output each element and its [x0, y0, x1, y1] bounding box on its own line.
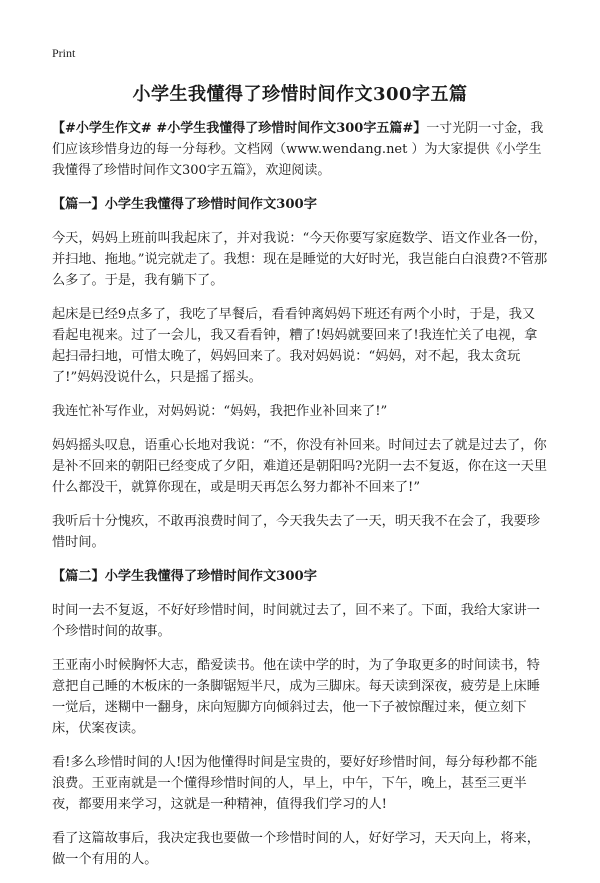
article-body [52, 118, 548, 883]
section-heading-2: 【篇二】小学生我懂得了珍惜时间作文300字 [52, 569, 317, 584]
paragraph: 今天，妈妈上班前叫我起床了，并对我说：“今天你要写家庭数学、语文作业各一份，并扫地、拖地。”说完就走了。我想：现在是睡觉的大好时光，我岂能白白浪费?不管那么多了。于是，我有躺下了。 [52, 231, 548, 288]
paragraph: 起床是已经9点多了，我吃了早餐后，看看钟离妈妈下班还有两个小时，于是，我又看起电视来。过了一会儿，我又看看钟，糟了!妈妈就要回来了!我连忙关了电视，拿起扫帚扫地，可惜太晚了，妈妈回来了。我对妈妈说：“妈妈，对不起，我太贪玩了!”妈妈没说什么，只是摇了摇头。 [52, 307, 538, 385]
intro-tags: 【#小学生作文# #小学生我懂得了珍惜时间作文300字五篇#】 [52, 121, 427, 136]
intro-paragraph [52, 118, 548, 181]
paragraph: 看!多么珍惜时间的人!因为他懂得时间是宝贵的，要好好珍惜时间，每分每秒都不能浪费。王亚南就是一个懂得珍惜时间的人，早上，中午，下午，晚上，甚至三更半夜，都要用来学习，这就是一种精神，值得我们学习的人! [52, 755, 538, 812]
paragraph: 我听后十分愧疚，不敢再浪费时间了，今天我失去了一天，明天我不在会了，我要珍惜时间。 [52, 514, 540, 550]
intro-text: 一寸光阴一寸金，我们应该珍惜身边的每一分每秒。文档网（www.wendang.net ）为大家提供《小学生我懂得了珍惜时间作文300字五篇》，欢迎阅读。 [52, 121, 544, 178]
section-heading-1: 【篇一】小学生我懂得了珍惜时间作文300字 [52, 197, 317, 212]
paragraph: 我连忙补写作业，对妈妈说：“妈妈，我把作业补回来了!” [52, 404, 388, 419]
paragraph: 时间一去不复返，不好好珍惜时间，时间就过去了，回不来了。下面，我给大家讲一个珍惜时间的故事。 [52, 603, 540, 639]
paragraph: 看了这篇故事后，我决定我也要做一个珍惜时间的人，好好学习，天天向上，将来，做一个有用的人。 [52, 831, 540, 867]
paragraph: 王亚南小时候胸怀大志，酷爱读书。他在读中学的时，为了争取更多的时间读书，特意把自己睡的木板床的一条脚锯短半尺，成为三脚床。每天读到深夜，疲劳是上床睡一觉后，迷糊中一翻身，床向短脚方向倾斜过去，他一下子被惊醒过来，便立刻下床，伏案夜读。 [52, 658, 540, 736]
page-title: 小学生我懂得了珍惜时间作文300字五篇 [132, 84, 468, 105]
print-link[interactable]: Print [52, 46, 76, 60]
paragraph: 妈妈摇头叹息，语重心长地对我说：“不，你没有补回来。时间过去了就是过去了，你是补不回来的朝阳已经变成了夕阳，难道还是朝阳吗?光阴一去不复返，你在这一天里什么都没干，就算你现在，或是明天再怎么努力都补不回来了!” [52, 438, 548, 495]
